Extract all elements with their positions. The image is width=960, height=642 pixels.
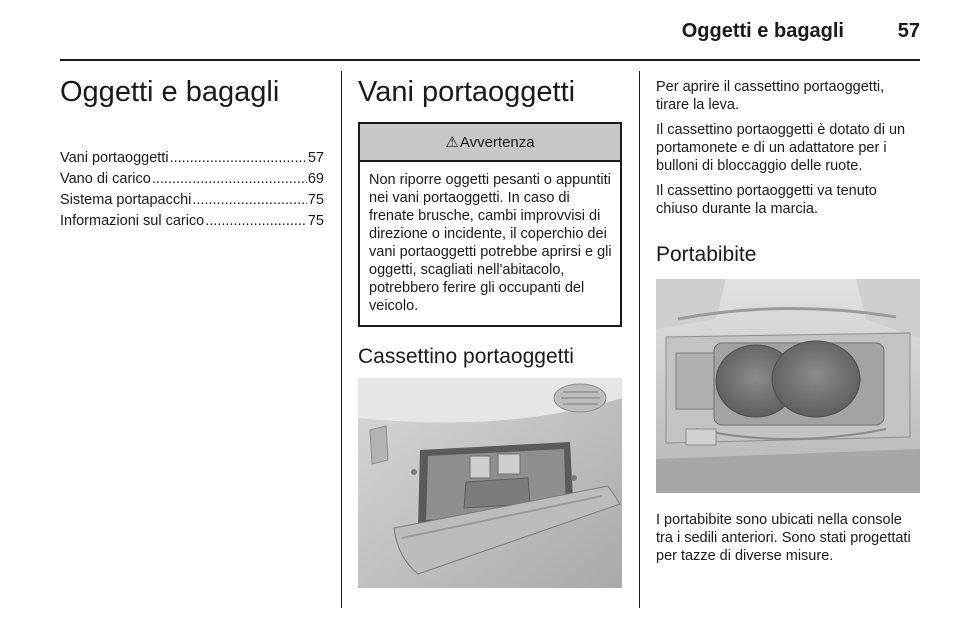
toc-entry-title: Informazioni sul carico [60, 213, 205, 229]
toc-entry[interactable] [60, 211, 324, 232]
toc-leader-dots [170, 148, 307, 169]
header-rule [60, 59, 920, 61]
right-column [656, 78, 920, 572]
warning-text: Non riporre oggetti pesanti o appuntiti nei vani portaoggetti. In caso di frenate brusche, cambi improvvisi di direzione o incidente, il coperchio dei vani portaoggetti potrebbe aprirsi e gli oggetti, scagliati nell'abitacolo, potrebbero ferire gli occupanti del veicolo. [369, 172, 612, 314]
toc-leader-dots [205, 211, 307, 232]
glovebox-photo [358, 378, 622, 588]
toc-entry-title: Sistema portapacchi [60, 192, 192, 208]
warning-label: Avvertenza [459, 133, 535, 151]
toc-entry-title: Vano di carico [60, 171, 151, 187]
cupholders-illustration [656, 279, 920, 493]
toc-entry[interactable] [60, 148, 324, 169]
warning-box [358, 122, 622, 327]
section-title: Vani portaoggetti [358, 76, 576, 108]
toc-entry-page: 57 [307, 150, 324, 166]
cupholders-text: I portabibite sono ubicati nella console tra i sedili anteriori. Sono stati progettati per tazze di diverse misure. [656, 512, 911, 564]
chapter-title: Oggetti e bagagli [60, 76, 280, 108]
warning-header [360, 124, 620, 162]
toc-entry-page: 75 [307, 213, 324, 229]
column-divider-1 [341, 71, 342, 608]
glovebox-paragraph: Il cassettino portaoggetti è dotato di un portamonete e di un adattatore per i bulloni di bloccaggio delle ruote. [656, 122, 906, 174]
warning-triangle-icon: ⚠ [445, 134, 459, 151]
cupholders-photo [656, 279, 920, 493]
toc-leader-dots [152, 169, 307, 190]
table-of-contents [60, 148, 324, 232]
toc-entry[interactable] [60, 169, 324, 190]
toc-entry-title: Vani portaoggetti [60, 150, 169, 166]
page-number: 57 [897, 20, 920, 42]
toc-leader-dots [192, 190, 306, 211]
chapter-column [60, 74, 324, 232]
glovebox-paragraph: Per aprire il cassettino portaoggetti, tirare la leva. [656, 79, 885, 113]
toc-entry-page: 75 [307, 192, 324, 208]
glovebox-paragraph: Il cassettino portaoggetti va tenuto chiuso durante la marcia. [656, 183, 877, 217]
glovebox-title: Cassettino portaoggetti [358, 345, 574, 368]
toc-entry[interactable] [60, 190, 324, 211]
running-header-title: Oggetti e bagagli [681, 20, 844, 42]
section-column [358, 74, 622, 588]
cupholders-title: Portabibite [656, 243, 757, 266]
toc-entry-page: 69 [307, 171, 324, 187]
column-divider-2 [639, 71, 640, 608]
glovebox-illustration [358, 378, 622, 588]
